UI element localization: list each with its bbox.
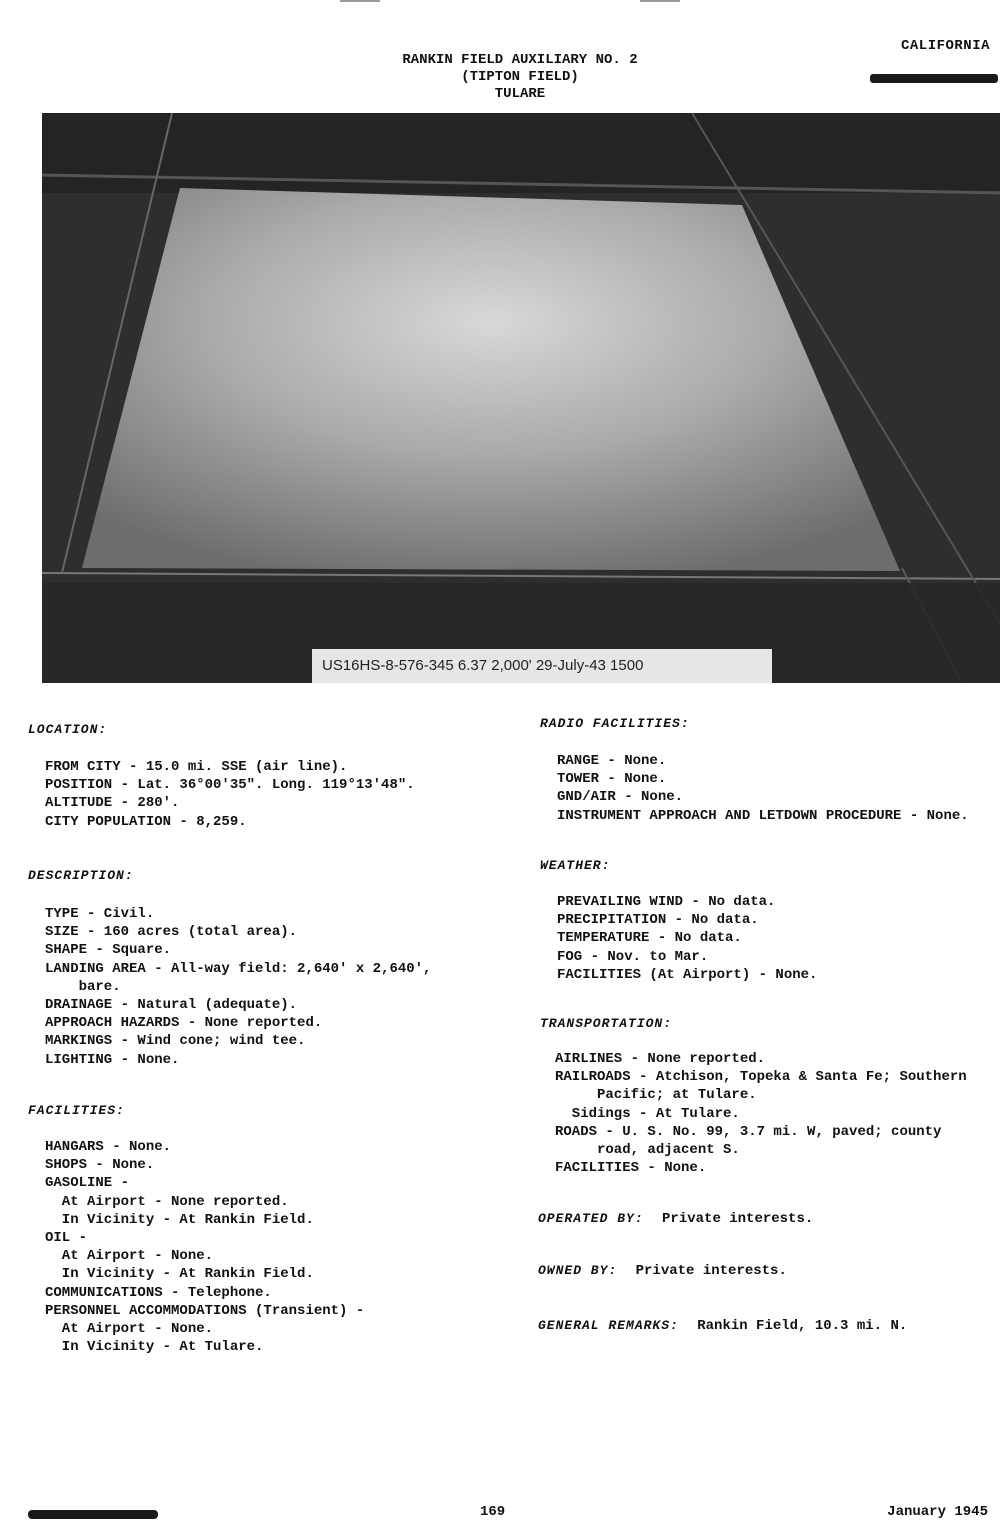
general-remarks-value: Rankin Field, 10.3 mi. N.: [697, 1318, 908, 1334]
description-line: bare.: [45, 978, 121, 995]
radio-line: TOWER - None.: [557, 771, 667, 788]
weather-line: FOG - Nov. to Mar.: [557, 948, 709, 965]
description-line: TYPE - Civil.: [45, 906, 155, 922]
airfield-city: TULARE: [494, 86, 546, 102]
description-line: LIGHTING - None.: [45, 1051, 180, 1068]
owned-by-label: OWNED BY:: [538, 1263, 618, 1278]
transportation-line: Sidings - At Tulare.: [555, 1105, 740, 1122]
description-section: [45, 905, 431, 1069]
state-label: CALIFORNIA: [900, 38, 990, 54]
facilities-line: At Airport - None.: [45, 1321, 214, 1338]
location-line: CITY POPULATION - 8,259.: [45, 813, 247, 830]
airfield-alt-name: (TIPTON FIELD): [461, 69, 579, 85]
location-line: FROM CITY - 15.0 mi. SSE (air line).: [45, 759, 348, 775]
aerial-photo-graphic: [42, 113, 1000, 683]
aerial-photo: [42, 113, 1000, 683]
description-line: SHAPE - Square.: [45, 942, 172, 959]
weather-section: [557, 893, 817, 984]
facilities-heading: FACILITIES:: [28, 1103, 125, 1118]
top-edge-mark: [340, 0, 380, 2]
radio-line: RANGE - None.: [557, 753, 667, 769]
description-line: MARKINGS - Wind cone; wind tee.: [45, 1033, 306, 1050]
description-line: DRAINAGE - Natural (adequate).: [45, 997, 298, 1014]
facilities-section: [45, 1138, 364, 1356]
top-edge-mark: [640, 0, 680, 2]
page-number: 169: [480, 1504, 506, 1520]
redaction-bar: [28, 1510, 158, 1519]
operated-by-label: OPERATED BY:: [538, 1211, 644, 1226]
publication-date: January 1945: [887, 1504, 988, 1520]
owned-by-row: [538, 1263, 787, 1279]
facilities-line: OIL -: [45, 1230, 88, 1247]
facilities-line: In Vicinity - At Rankin Field.: [45, 1266, 314, 1283]
transportation-line: FACILITIES - None.: [555, 1160, 707, 1177]
transportation-line: road, adjacent S.: [555, 1142, 740, 1159]
transportation-line: AIRLINES - None reported.: [555, 1051, 766, 1067]
facilities-line: In Vicinity - At Tulare.: [45, 1339, 264, 1356]
facilities-line: HANGARS - None.: [45, 1139, 172, 1155]
general-remarks-label: GENERAL REMARKS:: [538, 1318, 679, 1333]
facilities-line: GASOLINE -: [45, 1175, 130, 1192]
facilities-line: In Vicinity - At Rankin Field.: [45, 1211, 314, 1228]
operated-by-value: Private interests.: [662, 1211, 814, 1227]
radio-heading: RADIO FACILITIES:: [540, 716, 690, 731]
description-line: APPROACH HAZARDS - None reported.: [45, 1015, 323, 1032]
weather-line: FACILITIES (At Airport) - None.: [557, 966, 818, 983]
radio-section: [557, 752, 969, 825]
weather-line: TEMPERATURE - No data.: [557, 930, 742, 947]
description-heading: DESCRIPTION:: [28, 868, 134, 883]
owned-by-value: Private interests.: [635, 1263, 787, 1279]
radio-line: INSTRUMENT APPROACH AND LETDOWN PROCEDURE - None.: [557, 807, 969, 824]
transportation-section: [555, 1050, 967, 1177]
facilities-line: COMMUNICATIONS - Telephone.: [45, 1284, 272, 1301]
facilities-line: SHOPS - None.: [45, 1157, 155, 1174]
facilities-line: PERSONNEL ACCOMMODATIONS (Transient) -: [45, 1302, 365, 1319]
description-line: SIZE - 160 acres (total area).: [45, 924, 298, 941]
transportation-heading: TRANSPORTATION:: [540, 1016, 673, 1031]
general-remarks-row: [538, 1318, 907, 1334]
weather-heading: WEATHER:: [540, 858, 611, 873]
airfield-name: RANKIN FIELD AUXILIARY NO. 2: [402, 52, 638, 68]
weather-line: PRECIPITATION - No data.: [557, 912, 759, 929]
location-line: POSITION - Lat. 36°00'35". Long. 119°13'48".: [45, 777, 415, 794]
location-section: [45, 758, 415, 831]
operated-by-row: [538, 1211, 813, 1227]
location-line: ALTITUDE - 280'.: [45, 795, 180, 812]
location-heading: LOCATION:: [28, 722, 108, 737]
transportation-line: ROADS - U. S. No. 99, 3.7 mi. W, paved; county: [555, 1123, 942, 1140]
facilities-line: At Airport - None.: [45, 1248, 214, 1265]
weather-line: PREVAILING WIND - No data.: [557, 894, 776, 910]
photo-caption: US16HS-8-576-345 6.37 2,000' 29-July-43 1500: [312, 649, 772, 683]
transportation-line: Pacific; at Tulare.: [555, 1087, 757, 1104]
facilities-line: At Airport - None reported.: [45, 1193, 289, 1210]
transportation-line: RAILROADS - Atchison, Topeka & Santa Fe; Southern: [555, 1069, 967, 1086]
description-line: LANDING AREA - All-way field: 2,640' x 2,640',: [45, 960, 432, 977]
redaction-bar: [870, 74, 998, 83]
radio-line: GND/AIR - None.: [557, 789, 684, 806]
